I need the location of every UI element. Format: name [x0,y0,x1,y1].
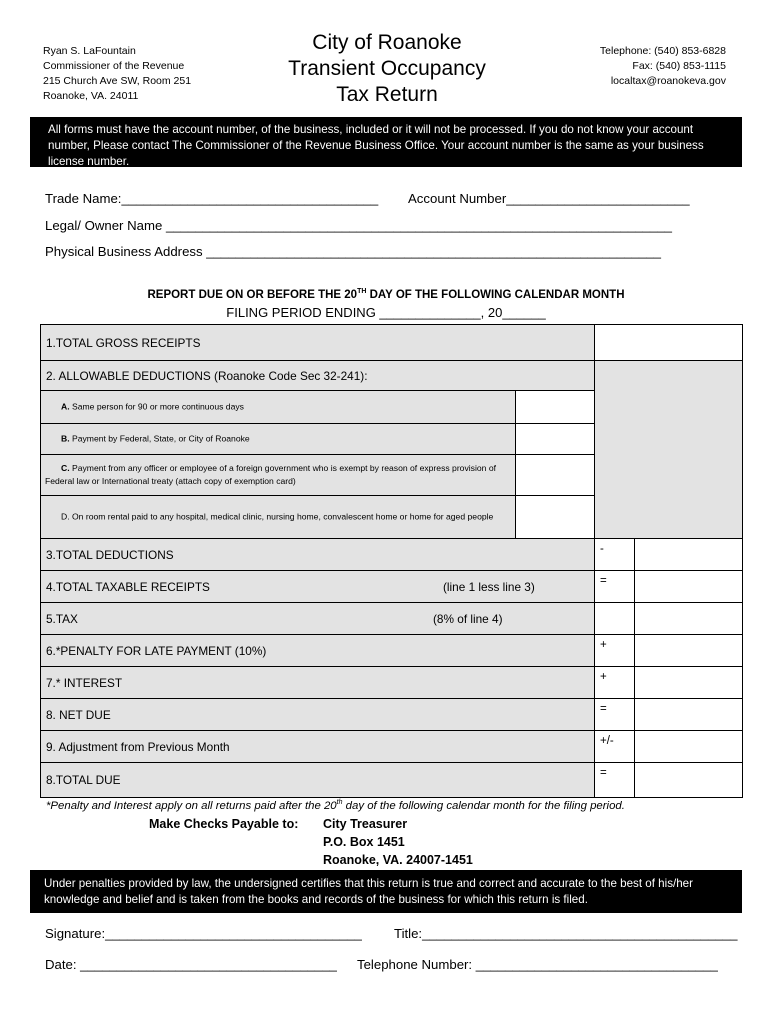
account-number-field[interactable]: Account Number_________________________ [408,191,690,206]
commissioner-title: Commissioner of the Revenue [43,60,185,72]
deduction-b-amount[interactable] [515,423,595,455]
report-due-heading: REPORT DUE ON OR BEFORE THE 20TH DAY OF THE FOLLOWING CALENDAR MONTH [147,288,625,301]
penalty-label: 6.*PENALTY FOR LATE PAYMENT (10%) [46,643,267,658]
penalty-amount[interactable] [634,634,743,667]
deduction-c-row [40,454,516,496]
interest-sign-cell [594,666,635,699]
net-due-amount[interactable] [634,698,743,731]
net-due-row [40,698,595,731]
tax-amount[interactable] [634,602,743,635]
penalty-row [40,634,595,667]
tax-label: 5.TAX [46,611,78,626]
date-field[interactable]: Date: ___________________________________ [45,957,337,972]
form-title-line-2: Transient Occupancy [288,57,486,80]
form-title-line-1: City of Roanoke [312,31,462,54]
filing-period-field[interactable]: FILING PERIOD ENDING ______________, 20______ [226,305,546,320]
gross-receipts-amount[interactable] [594,324,743,361]
total-deductions-amount[interactable] [634,538,743,571]
taxable-receipts-sign-cell [594,570,635,603]
total-deductions-row [40,538,595,571]
interest-amount[interactable] [634,666,743,699]
adjustment-row [40,730,595,763]
tax-computation-table [40,324,743,798]
form-title-line-3: Tax Return [336,83,438,106]
taxable-receipts-amount[interactable] [634,570,743,603]
deduction-a-label: A. Same person for 90 or more continuous days [61,401,244,412]
equals-sign: = [600,703,607,715]
total-due-sign-cell [594,762,635,798]
deduction-c-label: C. Payment from any officer or employee of a foreign government who is exempt by reason of express provision of Federal law or International treaty (attach copy of exemption card) [45,463,496,486]
plus-sign: + [600,639,607,651]
legal-owner-field[interactable]: Legal/ Owner Name _____________________________________________________________________ [45,218,673,233]
signature-field[interactable]: Signature:___________________________________ [45,926,362,941]
physical-address-field[interactable]: Physical Business Address ______________________________________________________________ [45,244,661,259]
equals-sign: = [600,767,607,779]
payee-name: City Treasurer [323,817,408,831]
total-due-label: 8.TOTAL DUE [46,773,121,787]
allowable-deductions-row [40,360,595,391]
office-street: 215 Church Ave SW, Room 251 [43,75,192,87]
deduction-d-amount[interactable] [515,495,595,539]
office-city: Roanoke, VA. 24011 [43,90,139,102]
plus-sign: + [600,671,607,683]
certification-notice: Under penalties provided by law, the undersigned certifies that this return is true and correct and accurate to the best of his/her knowledge and belief and is taken from the books and records of the business for which this return is filed. [30,870,742,913]
checks-payable-label: Make Checks Payable to: [149,817,299,831]
taxable-receipts-label: 4.TOTAL TAXABLE RECEIPTS [46,579,210,594]
tax-sign-cell [594,602,635,635]
account-number-notice: All forms must have the account number, of the business, included or it will not be processed. If you do not know your account number, Please contact The Commissioner of the Revenue Business Office. Your account number is the same as your business license number. [30,117,742,167]
payee-po-box: P.O. Box 1451 [323,835,405,849]
total-due-row [40,762,595,798]
trade-name-field[interactable]: Trade Name:___________________________________ [45,191,379,206]
penalty-footnote: *Penalty and Interest apply on all returns paid after the 20th day of the following calendar month for the filing period. [46,799,625,812]
allowable-deductions-label: 2. ALLOWABLE DEDUCTIONS (Roanoke Code Sec 32-241): [46,368,368,383]
deduction-b-row [40,423,516,455]
deduction-a-amount[interactable] [515,390,595,424]
adjustment-label: 9. Adjustment from Previous Month [46,739,230,754]
deduction-d-label: D. On room rental paid to any hospital, medical clinic, nursing home, convalescent home or home for aged people [61,511,494,522]
adjustment-amount[interactable] [634,730,743,763]
plus-minus-sign: +/- [600,735,614,747]
net-due-sign-cell [594,698,635,731]
tax-rate-note: (8% of line 4) [433,611,503,626]
interest-label: 7.* INTEREST [46,675,123,690]
deduction-c-amount[interactable] [515,454,595,496]
adjustment-sign-cell [594,730,635,763]
deduction-a-row [40,390,516,424]
taxable-receipts-note: (line 1 less line 3) [443,579,535,594]
title-field[interactable]: Title:___________________________________________ [394,926,738,941]
interest-row [40,666,595,699]
total-deductions-label: 3.TOTAL DEDUCTIONS [46,547,174,562]
fax: Fax: (540) 853-1115 [632,60,726,72]
deduction-b-label: B. Payment by Federal, State, or City of Roanoke [61,433,250,444]
minus-sign: - [600,543,604,555]
total-due-amount[interactable] [634,762,743,798]
deductions-shaded-area [594,360,743,539]
commissioner-name: Ryan S. LaFountain [43,45,136,57]
taxable-receipts-row [40,570,595,603]
form-title [262,30,512,108]
telephone-number-field[interactable]: Telephone Number: _________________________________ [357,957,718,972]
gross-receipts-row [40,324,595,361]
contact-block [600,44,726,89]
email: localtax@roanokeva.gov [610,75,726,87]
tax-row [40,602,595,635]
payee-city: Roanoke, VA. 24007-1451 [323,853,473,867]
penalty-sign-cell [594,634,635,667]
deduction-d-row [40,495,516,539]
net-due-label: 8. NET DUE [46,707,111,722]
telephone: Telephone: (540) 853-6828 [599,45,726,57]
commissioner-address-block [43,44,191,104]
gross-receipts-label: 1.TOTAL GROSS RECEIPTS [46,335,201,350]
total-deductions-sign-cell [594,538,635,571]
equals-sign: = [600,575,607,587]
